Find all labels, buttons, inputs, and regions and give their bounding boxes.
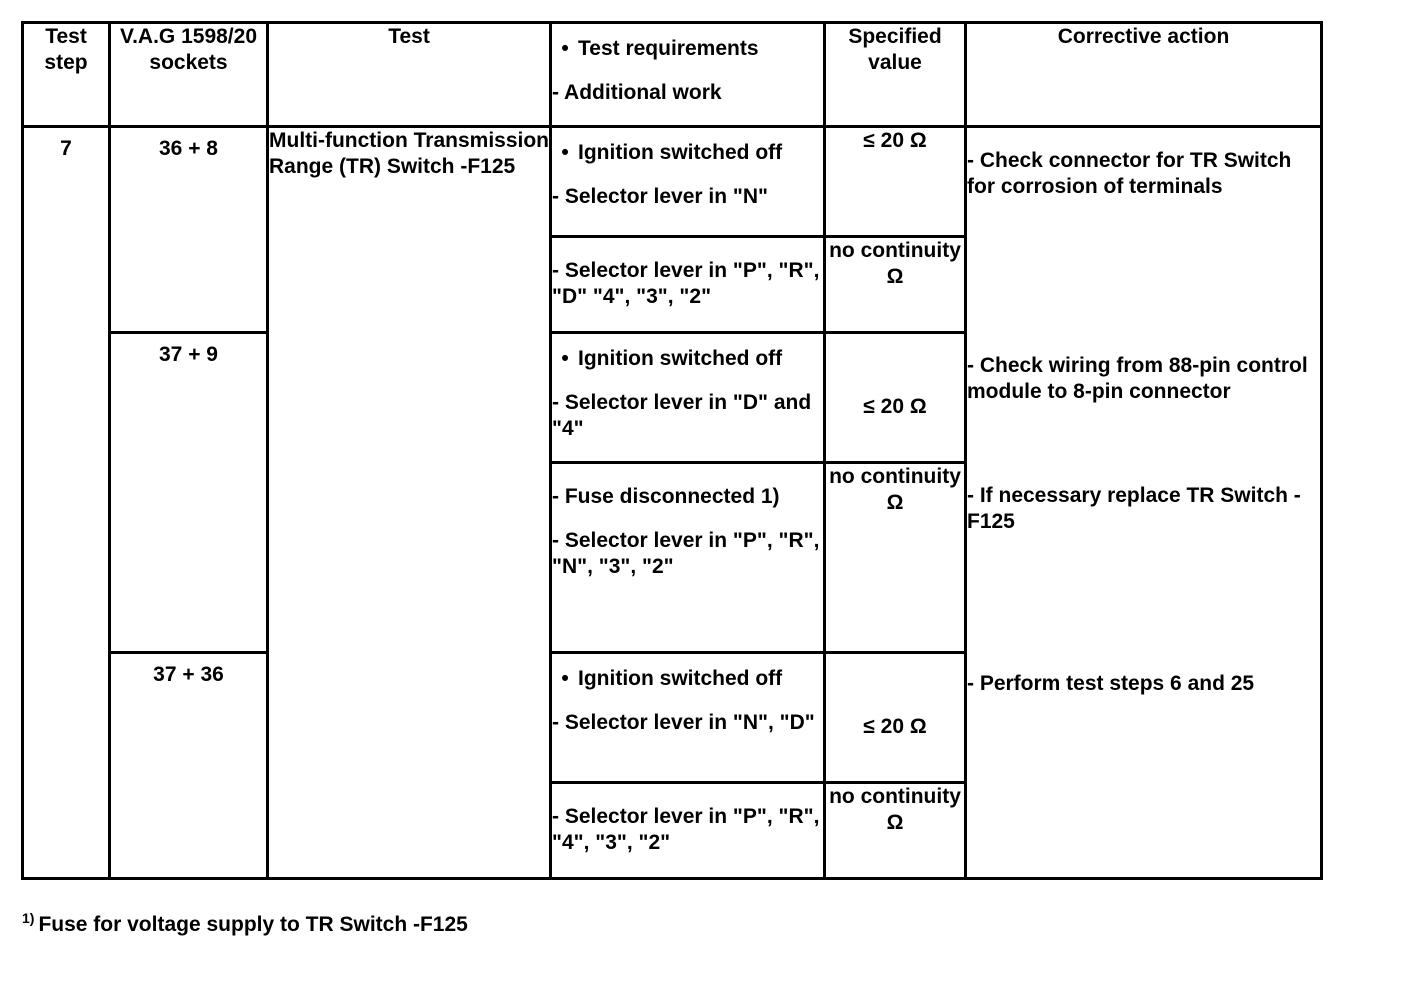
header-test-step: Test step xyxy=(23,23,110,127)
specified-value: no continuity Ω xyxy=(825,463,966,653)
footnote-mark: 1) xyxy=(22,910,35,926)
header-req-bullet: Test requirements xyxy=(578,37,759,60)
header-req-additional: - Additional work xyxy=(552,81,722,104)
bullet-icon: • xyxy=(561,141,569,164)
test-step-cell: 7 xyxy=(23,127,110,879)
table-row xyxy=(23,127,1322,237)
specified-value: ≤ 20 Ω xyxy=(825,127,966,237)
requirement-cell xyxy=(551,237,825,333)
header-requirements xyxy=(551,23,825,127)
specified-value: no continuity Ω xyxy=(825,237,966,333)
bullet-icon: • xyxy=(561,667,569,690)
sockets-cell: 37 + 36 xyxy=(110,653,268,879)
sockets-cell: 37 + 9 xyxy=(110,333,268,653)
requirement-bullet: Ignition switched off xyxy=(578,347,783,370)
specified-value: no continuity Ω xyxy=(825,783,966,879)
requirement-line: - Selector lever in "P", "R", "N", "3", "2" xyxy=(552,529,820,578)
header-specified: Specified value xyxy=(825,23,966,127)
requirement-line: - Fuse disconnected 1) xyxy=(552,485,780,508)
corrective-action: - Perform test steps 6 and 25 xyxy=(966,653,1322,879)
test-name-cell: Multi-function Transmission Range (TR) Switch -F125 xyxy=(268,127,551,879)
requirement-bullet: Ignition switched off xyxy=(578,141,783,164)
footnote-text: Fuse for voltage supply to TR Switch -F125 xyxy=(38,913,468,936)
requirement-line: - Selector lever in "N", "D" xyxy=(552,711,815,734)
header-sockets: V.A.G 1598/20 sockets xyxy=(110,23,268,127)
corrective-action: - Check connector for TR Switch for corrosion of terminals xyxy=(966,127,1322,333)
footnote xyxy=(22,910,468,937)
requirement-line: - Selector lever in "N" xyxy=(552,185,768,208)
requirement-line: - Selector lever in "D" and "4" xyxy=(552,391,812,440)
specified-value: ≤ 20 Ω xyxy=(825,333,966,463)
requirement-cell xyxy=(551,333,825,463)
requirement-cell xyxy=(551,463,825,653)
table-row xyxy=(23,333,1322,463)
requirement-cell xyxy=(551,127,825,237)
table-row xyxy=(23,653,1322,783)
header-row xyxy=(23,23,1322,127)
requirement-cell xyxy=(551,783,825,879)
sockets-cell: 36 + 8 xyxy=(110,127,268,333)
header-test: Test xyxy=(268,23,551,127)
bullet-icon: • xyxy=(561,37,569,60)
corrective-action: - Check wiring from 88-pin control module to 8-pin connector xyxy=(966,333,1322,463)
specified-value: ≤ 20 Ω xyxy=(825,653,966,783)
requirement-bullet: Ignition switched off xyxy=(578,667,783,690)
requirement-line: - Selector lever in "P", "R", "4", "3", "2" xyxy=(552,805,820,854)
header-corrective: Corrective action xyxy=(966,23,1322,127)
bullet-icon: • xyxy=(561,347,569,370)
requirement-line: - Selector lever in "P", "R", "D" "4", "3", "2" xyxy=(552,259,820,308)
test-table xyxy=(21,21,1323,880)
corrective-action: - If necessary replace TR Switch -F125 xyxy=(966,463,1322,653)
requirement-cell xyxy=(551,653,825,783)
